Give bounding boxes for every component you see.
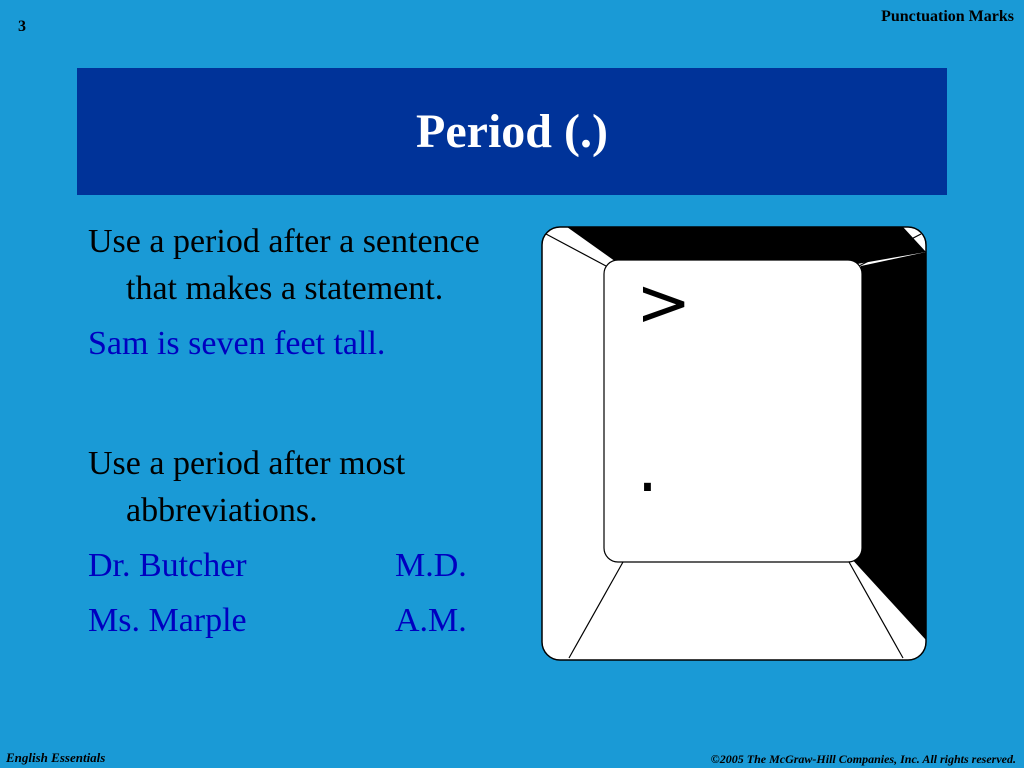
- body-text: [88, 218, 508, 644]
- abbreviation-name: Ms. Marple: [88, 602, 247, 639]
- example-sentence: Sam is seven feet tall.: [88, 325, 386, 362]
- title-bar: [77, 68, 947, 195]
- footer-book-title: English Essentials: [6, 750, 106, 765]
- rule-abbreviations: Use a period after most abbreviations.: [88, 445, 406, 529]
- abbreviation-value: A.M.: [395, 602, 467, 639]
- footer-copyright: ©2005 The McGraw-Hill Companies, Inc. All rights reserved.: [710, 752, 1016, 766]
- abbreviation-name: Dr. Butcher: [88, 547, 247, 584]
- abbreviation-row: [88, 542, 508, 589]
- keycap-drawing: [541, 226, 927, 661]
- keycap-base-glyph: .: [637, 430, 658, 507]
- abbreviation-value: M.D.: [395, 547, 467, 584]
- abbreviation-row: [88, 597, 508, 644]
- slide-title: Period (.): [416, 105, 608, 158]
- keycap-shift-glyph: >: [636, 264, 692, 341]
- section-title: Punctuation Marks: [881, 8, 1014, 25]
- rule-sentence: Use a period after a sentence that makes a statement.: [88, 223, 480, 307]
- period-keycap-illustration: [541, 226, 927, 661]
- slide-number: 3: [18, 18, 26, 35]
